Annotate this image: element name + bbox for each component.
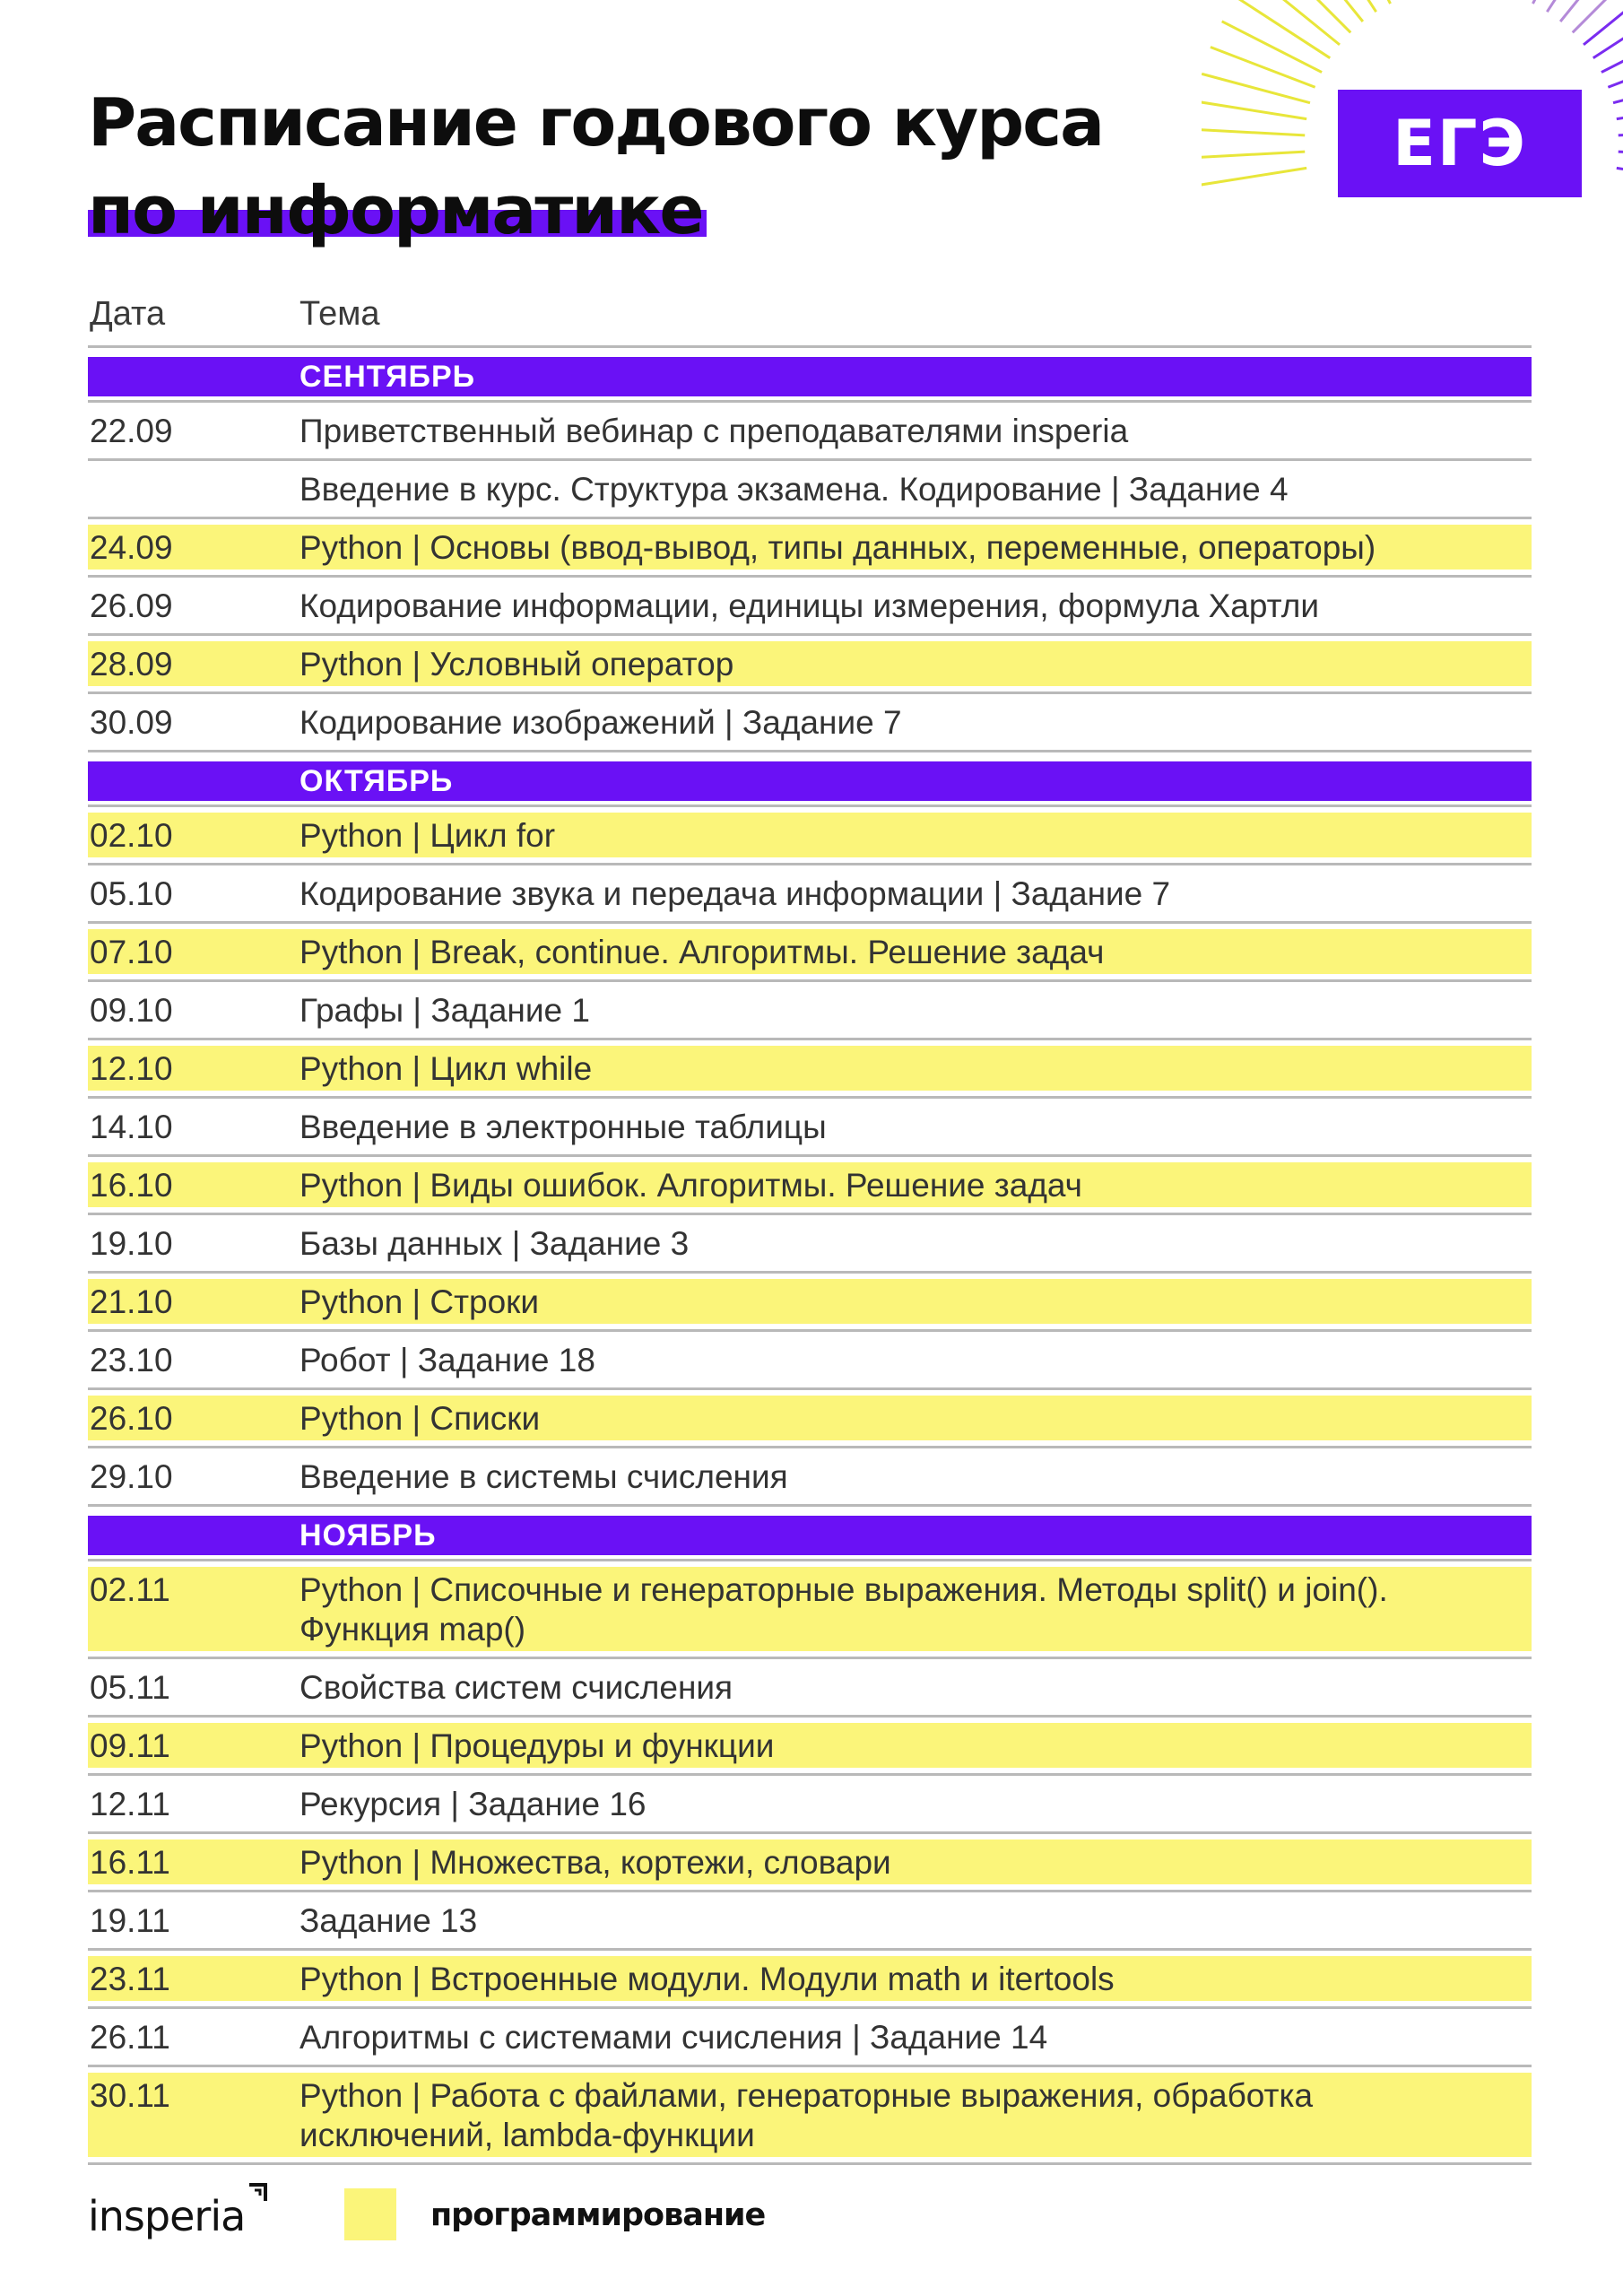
schedule-table <box>88 283 1532 2165</box>
table-row <box>88 519 1532 578</box>
row-topic: Python | Процедуры и функции <box>299 1727 775 1764</box>
sunburst-ray <box>1613 74 1623 102</box>
sunburst-ray <box>1619 152 1623 158</box>
table-row <box>88 982 1532 1040</box>
row-topic: Введение в системы счисления <box>299 1458 788 1495</box>
sunburst-ray <box>1222 22 1322 73</box>
sunburst-ray <box>1560 0 1623 22</box>
table-row <box>88 2067 1532 2165</box>
row-date: 29.10 <box>90 1458 173 1495</box>
row-date: 19.10 <box>90 1225 173 1262</box>
row-date: 19.11 <box>90 1902 170 1939</box>
row-topic: Графы | Задание 1 <box>299 992 590 1029</box>
sunburst-ray <box>1202 152 1305 158</box>
table-row <box>88 924 1532 982</box>
row-topic: Python | Цикл while <box>299 1050 593 1087</box>
row-topic: Кодирование изображений | Задание 7 <box>299 704 902 741</box>
row-topic: Python | Условный оператор <box>299 646 734 683</box>
row-date: 28.09 <box>90 646 173 683</box>
row-date: 12.11 <box>90 1786 170 1822</box>
month-name: ОКТЯБРЬ <box>299 763 454 798</box>
sunburst-ray <box>1236 0 1330 58</box>
row-topic: Базы данных | Задание 3 <box>299 1225 690 1262</box>
row-topic: Робот | Задание 18 <box>299 1342 595 1378</box>
table-row <box>88 1157 1532 1215</box>
table-row <box>88 578 1532 636</box>
row-date: 23.10 <box>90 1342 173 1378</box>
sunburst-ray <box>1202 168 1306 186</box>
row-date: 24.09 <box>90 529 173 566</box>
month-header <box>88 1516 1532 1555</box>
table-row <box>88 636 1532 694</box>
table-row <box>88 2009 1532 2067</box>
sunburst-ray <box>1202 101 1306 119</box>
table-body <box>88 357 1532 2165</box>
sunburst-ray <box>1617 168 1623 186</box>
row-date: 02.10 <box>90 817 173 854</box>
exam-badge: ЕГЭ <box>1338 90 1582 197</box>
table-row <box>88 1718 1532 1776</box>
sunburst-ray <box>1573 0 1623 32</box>
title-line-2: по информатике <box>88 167 703 255</box>
table-row <box>88 1448 1532 1507</box>
table-row <box>88 1776 1532 1834</box>
row-topic: Введение в курс. Структура экзамена. Кодирование | Задание 4 <box>299 471 1289 508</box>
row-topic: Свойства систем счисления <box>299 1669 733 1706</box>
table-row <box>88 865 1532 924</box>
table-row <box>88 1099 1532 1157</box>
column-header-topic: Тема <box>299 295 380 333</box>
table-row <box>88 1834 1532 1892</box>
row-date: 26.11 <box>90 2019 170 2056</box>
table-row <box>88 804 1532 865</box>
row-date: 07.10 <box>90 934 173 970</box>
row-topic: Python | Работа с файлами, генераторные выражения, обработка исключений, lambda-функции <box>299 2077 1314 2153</box>
row-topic: Кодирование звука и передача информации | Задание 7 <box>299 875 1171 912</box>
row-date: 30.09 <box>90 704 173 741</box>
row-date: 22.09 <box>90 413 173 449</box>
insperia-logo <box>88 2192 245 2240</box>
row-topic: Python | Break, continue. Алгоритмы. Решение задач <box>299 934 1105 970</box>
month-name: СЕНТЯБРЬ <box>299 359 476 394</box>
sunburst-ray <box>1619 129 1623 135</box>
sunburst-ray <box>1617 101 1623 119</box>
row-date: 02.11 <box>90 1571 170 1608</box>
page-title <box>88 79 1103 255</box>
row-topic: Python | Множества, кортежи, словари <box>299 1844 891 1881</box>
row-topic: Алгоритмы с системами счисления | Задание 14 <box>299 2019 1048 2056</box>
row-date: 05.11 <box>90 1669 170 1706</box>
row-topic: Python | Встроенные модули. Модули math и itertools <box>299 1961 1115 1997</box>
month-name: НОЯБРЬ <box>299 1518 437 1552</box>
row-date: 30.11 <box>90 2077 170 2114</box>
table-row <box>88 1040 1532 1099</box>
table-row <box>88 1659 1532 1718</box>
row-topic: Python | Виды ошибок. Алгоритмы. Решение задач <box>299 1167 1082 1204</box>
table-row <box>88 1332 1532 1390</box>
row-topic: Python | Строки <box>299 1283 540 1320</box>
row-date: 16.11 <box>90 1844 170 1881</box>
month-header <box>88 357 1532 396</box>
row-date: 23.11 <box>90 1961 170 1997</box>
row-topic: Задание 13 <box>299 1902 478 1939</box>
row-topic: Python | Списки <box>299 1400 541 1437</box>
row-date: 21.10 <box>90 1283 173 1320</box>
title-line-1: Расписание годового курса <box>88 84 1104 161</box>
table-header <box>88 283 1532 348</box>
brand-name: insperia <box>88 2192 246 2240</box>
row-topic: Python | Списочные и генераторные выражения. Методы split() и join(). Функция map() <box>299 1571 1388 1648</box>
row-topic: Python | Основы (ввод-вывод, типы данных, переменные, операторы) <box>299 529 1376 566</box>
row-topic: Введение в электронные таблицы <box>299 1109 827 1145</box>
legend-label-programming: программирование <box>430 2197 766 2233</box>
logo-corner-mark-icon <box>247 2183 267 2203</box>
table-row <box>88 1892 1532 1951</box>
row-date: 05.10 <box>90 875 173 912</box>
table-row <box>88 1951 1532 2009</box>
table-row <box>88 694 1532 752</box>
row-date: 14.10 <box>90 1109 173 1145</box>
sunburst-ray <box>1202 129 1305 135</box>
table-row <box>88 1274 1532 1332</box>
table-row <box>88 1215 1532 1274</box>
row-date: 09.10 <box>90 992 173 1029</box>
row-date: 12.10 <box>90 1050 173 1087</box>
row-topic: Приветственный вебинар с преподавателями insperia <box>299 413 1129 449</box>
legend-swatch-programming <box>344 2188 396 2240</box>
row-topic: Рекурсия | Задание 16 <box>299 1786 647 1822</box>
column-header-date: Дата <box>90 295 166 333</box>
row-date: 16.10 <box>90 1167 173 1204</box>
row-date: 26.09 <box>90 587 173 624</box>
sunburst-ray <box>1584 0 1623 45</box>
month-header <box>88 761 1532 801</box>
table-row <box>88 1559 1532 1659</box>
table-row <box>88 400 1532 461</box>
row-topic: Python | Цикл for <box>299 817 556 854</box>
row-topic: Кодирование информации, единицы измерения, формула Хартли <box>299 587 1319 624</box>
row-date: 09.11 <box>90 1727 170 1764</box>
table-row <box>88 1390 1532 1448</box>
table-row <box>88 461 1532 519</box>
row-date: 26.10 <box>90 1400 173 1437</box>
